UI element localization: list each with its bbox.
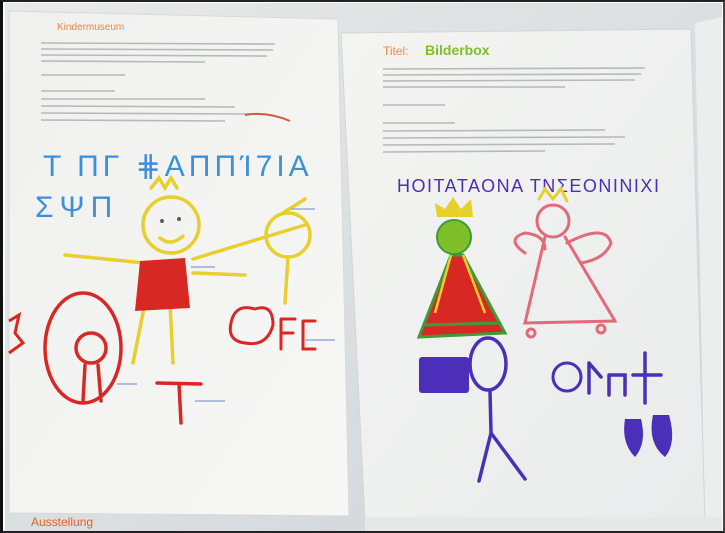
- red-dress: [135, 258, 190, 311]
- photo: [5, 3, 722, 531]
- right-drawn-title: ΗΟΙΤΑΤΑΟΝΑ ΤΝΣΕΟΝΙΝΙΧΙ: [397, 176, 661, 196]
- left-sheet-footer: Ausstellung: [31, 515, 94, 529]
- bottom-sheet-edge: [365, 517, 722, 531]
- right-sheet-header-label: Titel:: [383, 44, 409, 58]
- svg-text:T ΠΓ ⋕ΑΠΠΊ7ΙΑ: T ΠΓ ⋕ΑΠΠΊ7ΙΑ: [43, 150, 313, 183]
- purple-box: [419, 357, 469, 393]
- left-sheet: [9, 11, 349, 529]
- right-sheet: [341, 29, 705, 523]
- photo-canvas: [5, 3, 722, 531]
- right-sheet-header-title: Bilderbox: [425, 42, 490, 58]
- svg-text:ΣΨΠ: ΣΨΠ: [35, 191, 119, 224]
- left-sheet-header: Kindermuseum: [57, 22, 125, 33]
